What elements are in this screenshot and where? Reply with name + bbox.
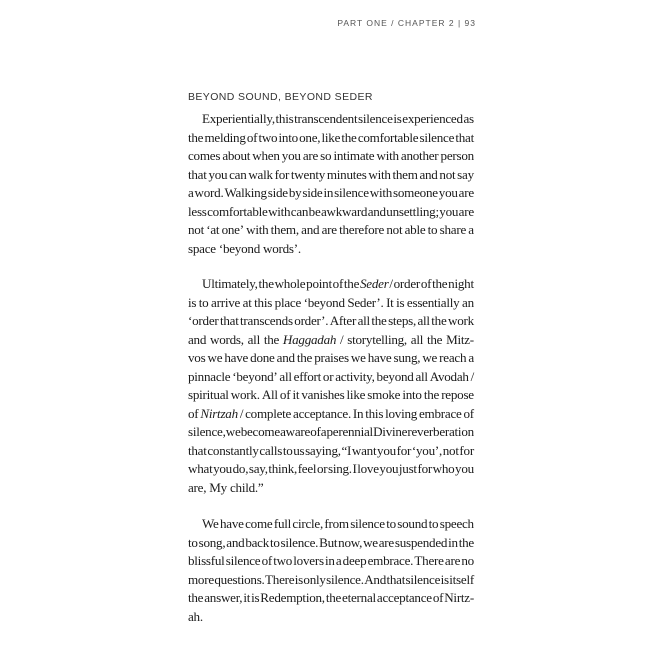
word: that bbox=[219, 313, 239, 328]
word: from bbox=[324, 516, 349, 531]
word: saying, bbox=[305, 442, 341, 458]
word: reverberation bbox=[407, 424, 474, 439]
word: Seder bbox=[360, 276, 389, 291]
paragraph bbox=[188, 110, 474, 258]
word: someone bbox=[393, 185, 438, 200]
word: just bbox=[398, 461, 417, 476]
word: / bbox=[470, 368, 474, 384]
word: arrive bbox=[211, 294, 241, 310]
word: Divine bbox=[373, 424, 408, 439]
word: sing. bbox=[327, 461, 352, 476]
word: unsettling; bbox=[386, 203, 439, 219]
word: we bbox=[225, 424, 241, 439]
text-line bbox=[188, 203, 474, 222]
paragraph bbox=[188, 515, 474, 626]
text-line bbox=[188, 405, 474, 424]
word: into bbox=[278, 129, 298, 145]
word: are, bbox=[188, 479, 207, 495]
word: you bbox=[208, 166, 228, 182]
word: acceptance bbox=[376, 590, 432, 605]
text-line bbox=[188, 515, 474, 534]
word: lovers bbox=[293, 553, 324, 568]
word: all bbox=[417, 313, 430, 328]
word: to bbox=[386, 516, 396, 531]
word: of bbox=[279, 387, 291, 402]
word: all bbox=[357, 313, 370, 328]
word: reach bbox=[439, 350, 467, 365]
word: this bbox=[365, 405, 384, 421]
word: and bbox=[226, 534, 245, 550]
word: that bbox=[386, 571, 406, 587]
word: all bbox=[415, 368, 428, 384]
word: you bbox=[377, 442, 396, 458]
word: complete bbox=[245, 405, 292, 421]
word: ‘order bbox=[188, 313, 219, 328]
word: two bbox=[258, 129, 278, 145]
word: love bbox=[357, 461, 379, 476]
word: come bbox=[245, 516, 273, 531]
word: sound bbox=[397, 516, 428, 531]
word: words, bbox=[210, 331, 244, 347]
word: questions. bbox=[214, 571, 265, 587]
word: deep bbox=[342, 553, 367, 568]
word: done bbox=[250, 350, 275, 365]
word: silence. bbox=[280, 534, 319, 550]
word: with bbox=[246, 222, 269, 237]
word: you bbox=[213, 461, 232, 476]
word: It bbox=[386, 294, 394, 310]
word: place bbox=[274, 294, 302, 310]
word: in bbox=[325, 553, 335, 568]
word: My bbox=[209, 479, 227, 495]
word: the bbox=[426, 331, 443, 347]
word: effort bbox=[293, 368, 321, 384]
text-line bbox=[188, 479, 474, 498]
word: of bbox=[432, 590, 444, 605]
word: of bbox=[332, 276, 344, 291]
word: are bbox=[302, 148, 319, 163]
word: walk bbox=[248, 166, 273, 182]
word: constantly bbox=[207, 442, 259, 458]
word: There bbox=[414, 553, 444, 568]
word: have bbox=[224, 350, 249, 365]
word: But bbox=[319, 534, 338, 550]
word: for bbox=[396, 442, 412, 458]
word: for bbox=[417, 461, 432, 476]
word: and bbox=[367, 203, 386, 219]
word: spiritual bbox=[188, 387, 229, 402]
word: the bbox=[188, 590, 204, 605]
word: repose bbox=[441, 387, 474, 402]
text-line bbox=[188, 349, 474, 368]
word: itself bbox=[449, 571, 474, 587]
word: comfortable bbox=[357, 129, 419, 145]
text-line bbox=[188, 331, 474, 350]
word: silence bbox=[334, 185, 369, 200]
word: we bbox=[207, 350, 223, 365]
word: and bbox=[188, 331, 207, 347]
text-line bbox=[188, 460, 474, 479]
word: or bbox=[316, 461, 328, 476]
word: to bbox=[269, 534, 280, 550]
word: want bbox=[351, 442, 377, 458]
word: less bbox=[188, 203, 207, 219]
word: Nirtzah bbox=[200, 405, 238, 421]
word: and bbox=[301, 222, 320, 237]
word: the bbox=[458, 534, 474, 550]
word: silence. bbox=[326, 571, 364, 587]
word: do, bbox=[232, 461, 249, 476]
word: minutes bbox=[326, 166, 367, 182]
word: the bbox=[263, 331, 280, 347]
word: to bbox=[282, 442, 293, 458]
word: with bbox=[376, 148, 399, 163]
word: praises bbox=[314, 350, 349, 365]
word: melding bbox=[204, 129, 246, 145]
word: therefore bbox=[339, 222, 385, 237]
word: Seder’. bbox=[347, 294, 384, 310]
word: this bbox=[275, 111, 294, 126]
word: you bbox=[439, 203, 459, 219]
word: in bbox=[448, 534, 458, 550]
word: you bbox=[455, 461, 474, 476]
word: and bbox=[276, 350, 295, 365]
word: the bbox=[341, 129, 357, 145]
word: for bbox=[459, 442, 474, 458]
word: us bbox=[293, 442, 305, 458]
word: of bbox=[246, 129, 258, 145]
word: like bbox=[321, 129, 341, 145]
word: calls bbox=[259, 442, 283, 458]
word: with bbox=[268, 203, 291, 219]
word: ‘beyond bbox=[303, 294, 345, 310]
text-line bbox=[188, 589, 474, 608]
word: embrace. bbox=[367, 553, 414, 568]
word: able bbox=[404, 222, 426, 237]
word: for bbox=[274, 166, 290, 182]
text-line bbox=[188, 166, 474, 185]
word: a bbox=[468, 222, 474, 237]
word: silence bbox=[358, 111, 393, 126]
word: an bbox=[462, 294, 474, 310]
word: smoke bbox=[367, 387, 401, 402]
word: perennial bbox=[326, 424, 373, 439]
word: it bbox=[243, 590, 251, 605]
word: Experientially, bbox=[202, 111, 275, 126]
word: And bbox=[364, 571, 387, 587]
word: point bbox=[306, 276, 332, 291]
word: that bbox=[188, 166, 207, 182]
word: silence bbox=[405, 571, 441, 587]
word: Haggadah bbox=[282, 331, 337, 347]
word: one, bbox=[299, 129, 321, 145]
word: feel bbox=[297, 461, 317, 476]
word: In bbox=[352, 405, 364, 421]
word: beyond bbox=[376, 368, 414, 384]
word: not bbox=[386, 222, 403, 237]
word: two bbox=[273, 553, 293, 568]
word: order’. bbox=[294, 313, 329, 328]
word: the bbox=[325, 590, 342, 605]
word: a bbox=[335, 553, 342, 568]
word: not bbox=[188, 222, 204, 237]
word: or bbox=[322, 368, 334, 384]
word: order bbox=[393, 276, 421, 291]
word: we bbox=[422, 350, 438, 365]
word: suspended bbox=[394, 534, 448, 550]
running-head: PART ONE / CHAPTER 2 | 93 bbox=[337, 18, 476, 28]
word: the bbox=[423, 387, 440, 402]
word: more bbox=[188, 571, 214, 587]
word: to bbox=[427, 222, 438, 237]
word: the bbox=[258, 276, 274, 291]
word: we bbox=[363, 534, 378, 550]
word: are bbox=[378, 534, 394, 550]
word: at bbox=[242, 294, 252, 310]
word: are bbox=[444, 553, 461, 568]
word: / bbox=[389, 276, 393, 291]
word: After bbox=[329, 313, 357, 328]
word: one’ bbox=[221, 222, 244, 237]
word: have bbox=[367, 350, 392, 365]
text-line bbox=[188, 534, 474, 553]
word: think, bbox=[268, 461, 298, 476]
word: can bbox=[290, 203, 309, 219]
section-heading: BEYOND SOUND, BEYOND SEDER bbox=[188, 91, 373, 103]
word: work bbox=[447, 313, 474, 328]
word: / bbox=[239, 405, 244, 421]
word: the bbox=[432, 276, 448, 291]
word: night bbox=[448, 276, 474, 291]
word: space bbox=[188, 240, 216, 256]
word: Nirtz- bbox=[444, 590, 474, 605]
word: Redemption, bbox=[260, 590, 325, 605]
word: ah. bbox=[188, 608, 203, 624]
word: only bbox=[303, 571, 326, 587]
text-line bbox=[188, 110, 474, 129]
word: / bbox=[340, 331, 344, 347]
word: a bbox=[468, 350, 474, 365]
text-line bbox=[188, 442, 474, 461]
word: back bbox=[245, 534, 270, 550]
word: say, bbox=[248, 461, 268, 476]
word: activity, bbox=[335, 368, 375, 384]
word: is bbox=[251, 590, 260, 605]
word: Avodah bbox=[429, 368, 469, 384]
word: word. bbox=[194, 185, 224, 200]
word: a bbox=[188, 185, 194, 200]
word: Ultimately, bbox=[202, 276, 258, 291]
text-line bbox=[188, 147, 474, 166]
word: vanishes bbox=[301, 387, 345, 402]
word: the bbox=[431, 313, 447, 328]
word: whole bbox=[274, 276, 306, 291]
word: essentially bbox=[406, 294, 460, 310]
word: intimate bbox=[333, 148, 375, 163]
word: become bbox=[240, 424, 280, 439]
word: vos bbox=[188, 350, 206, 365]
word: Walking bbox=[224, 185, 267, 200]
word: like bbox=[346, 387, 366, 402]
word: words’. bbox=[263, 240, 301, 256]
word: that bbox=[188, 442, 207, 458]
word: silence, bbox=[188, 424, 226, 439]
word: is bbox=[188, 294, 197, 310]
word: we bbox=[350, 350, 366, 365]
word: acceptance. bbox=[293, 405, 351, 421]
word: say bbox=[457, 166, 474, 182]
word: speech bbox=[439, 516, 474, 531]
word: I bbox=[352, 461, 357, 476]
word: in bbox=[323, 185, 334, 200]
word: another bbox=[400, 148, 439, 163]
word: to bbox=[428, 516, 439, 531]
word: silence bbox=[419, 129, 455, 145]
text-line bbox=[188, 312, 474, 331]
word: are bbox=[458, 203, 474, 219]
word: circle, bbox=[292, 516, 323, 531]
word: of bbox=[188, 405, 199, 421]
word: ‘beyond’ bbox=[232, 368, 278, 384]
word: the bbox=[296, 350, 313, 365]
text-line bbox=[188, 275, 474, 294]
text-line bbox=[188, 240, 474, 259]
word: side bbox=[267, 185, 288, 200]
word: the bbox=[188, 129, 204, 145]
text-line bbox=[188, 608, 474, 627]
word: share bbox=[439, 222, 467, 237]
word: and bbox=[419, 166, 438, 182]
word: with bbox=[369, 185, 393, 200]
word: you bbox=[379, 461, 399, 476]
text-line bbox=[188, 129, 474, 148]
word: the bbox=[371, 313, 387, 328]
text-line bbox=[188, 294, 474, 313]
text-line bbox=[188, 423, 474, 442]
word: eternal bbox=[342, 590, 376, 605]
word: child.” bbox=[229, 479, 264, 495]
word: storytelling, bbox=[347, 331, 407, 347]
word: with bbox=[368, 166, 391, 182]
word: who bbox=[432, 461, 455, 476]
word: embrace bbox=[418, 405, 462, 421]
word: work. bbox=[230, 387, 260, 402]
word: silence bbox=[350, 516, 385, 531]
word: no bbox=[461, 553, 474, 568]
word: silence bbox=[225, 553, 261, 568]
word: all bbox=[410, 331, 424, 347]
word: so bbox=[320, 148, 332, 163]
word: it bbox=[292, 387, 300, 402]
word: is bbox=[396, 294, 405, 310]
word: There bbox=[265, 571, 295, 587]
word: by bbox=[288, 185, 302, 200]
word: not bbox=[442, 442, 459, 458]
word: We bbox=[202, 516, 219, 531]
word: a bbox=[320, 424, 327, 439]
word: to bbox=[198, 294, 209, 310]
word: Mitz- bbox=[446, 331, 474, 347]
word: of bbox=[310, 424, 321, 439]
word: you bbox=[281, 148, 301, 163]
word: aware bbox=[280, 424, 311, 439]
word: transcendent bbox=[294, 111, 358, 126]
word: about bbox=[222, 148, 251, 163]
text-line bbox=[188, 184, 474, 203]
word: not bbox=[439, 166, 456, 182]
word: of bbox=[420, 276, 432, 291]
word: twenty bbox=[290, 166, 326, 182]
word: are bbox=[321, 222, 337, 237]
word: of bbox=[261, 553, 272, 568]
word: answer, bbox=[204, 590, 243, 605]
word: to bbox=[188, 534, 198, 550]
word: of bbox=[463, 405, 474, 421]
word: have bbox=[220, 516, 244, 531]
paragraph bbox=[188, 275, 474, 497]
word: be bbox=[308, 203, 321, 219]
word: what bbox=[188, 461, 213, 476]
word: comes bbox=[188, 148, 221, 163]
word: “I bbox=[341, 442, 352, 458]
word: them bbox=[392, 166, 418, 182]
word: sung, bbox=[393, 350, 421, 365]
word: now, bbox=[338, 534, 363, 550]
text-line bbox=[188, 386, 474, 405]
word: steps, bbox=[388, 313, 417, 328]
word: awkward bbox=[320, 203, 368, 219]
word: can bbox=[229, 166, 247, 182]
word: is bbox=[294, 571, 303, 587]
word: is bbox=[393, 111, 402, 126]
word: experienced bbox=[402, 111, 463, 126]
text-line bbox=[188, 368, 474, 387]
word: transcends bbox=[240, 313, 293, 328]
word: loving bbox=[385, 405, 418, 421]
word: into bbox=[402, 387, 422, 402]
word: all bbox=[247, 331, 260, 347]
word: is bbox=[440, 571, 449, 587]
word: when bbox=[252, 148, 280, 163]
text-line bbox=[188, 571, 474, 590]
word: full bbox=[273, 516, 292, 531]
word: comfortable bbox=[207, 203, 268, 219]
word: as bbox=[463, 111, 474, 126]
word: ‘you’, bbox=[411, 442, 443, 458]
word: blissful bbox=[188, 553, 225, 568]
word: ‘at bbox=[206, 222, 220, 237]
word: the bbox=[343, 276, 360, 291]
word: that bbox=[455, 129, 474, 145]
word: this bbox=[254, 294, 273, 310]
text-line bbox=[188, 221, 474, 240]
text-line bbox=[188, 552, 474, 571]
word: you bbox=[438, 185, 458, 200]
word: pinnacle bbox=[188, 368, 231, 384]
word: side bbox=[302, 185, 323, 200]
word: all bbox=[279, 368, 292, 384]
word: ‘beyond bbox=[218, 240, 260, 256]
word: them, bbox=[270, 222, 299, 237]
word: person bbox=[440, 148, 474, 163]
word: are bbox=[458, 185, 474, 200]
word: All bbox=[261, 387, 278, 402]
word: song, bbox=[198, 534, 226, 550]
